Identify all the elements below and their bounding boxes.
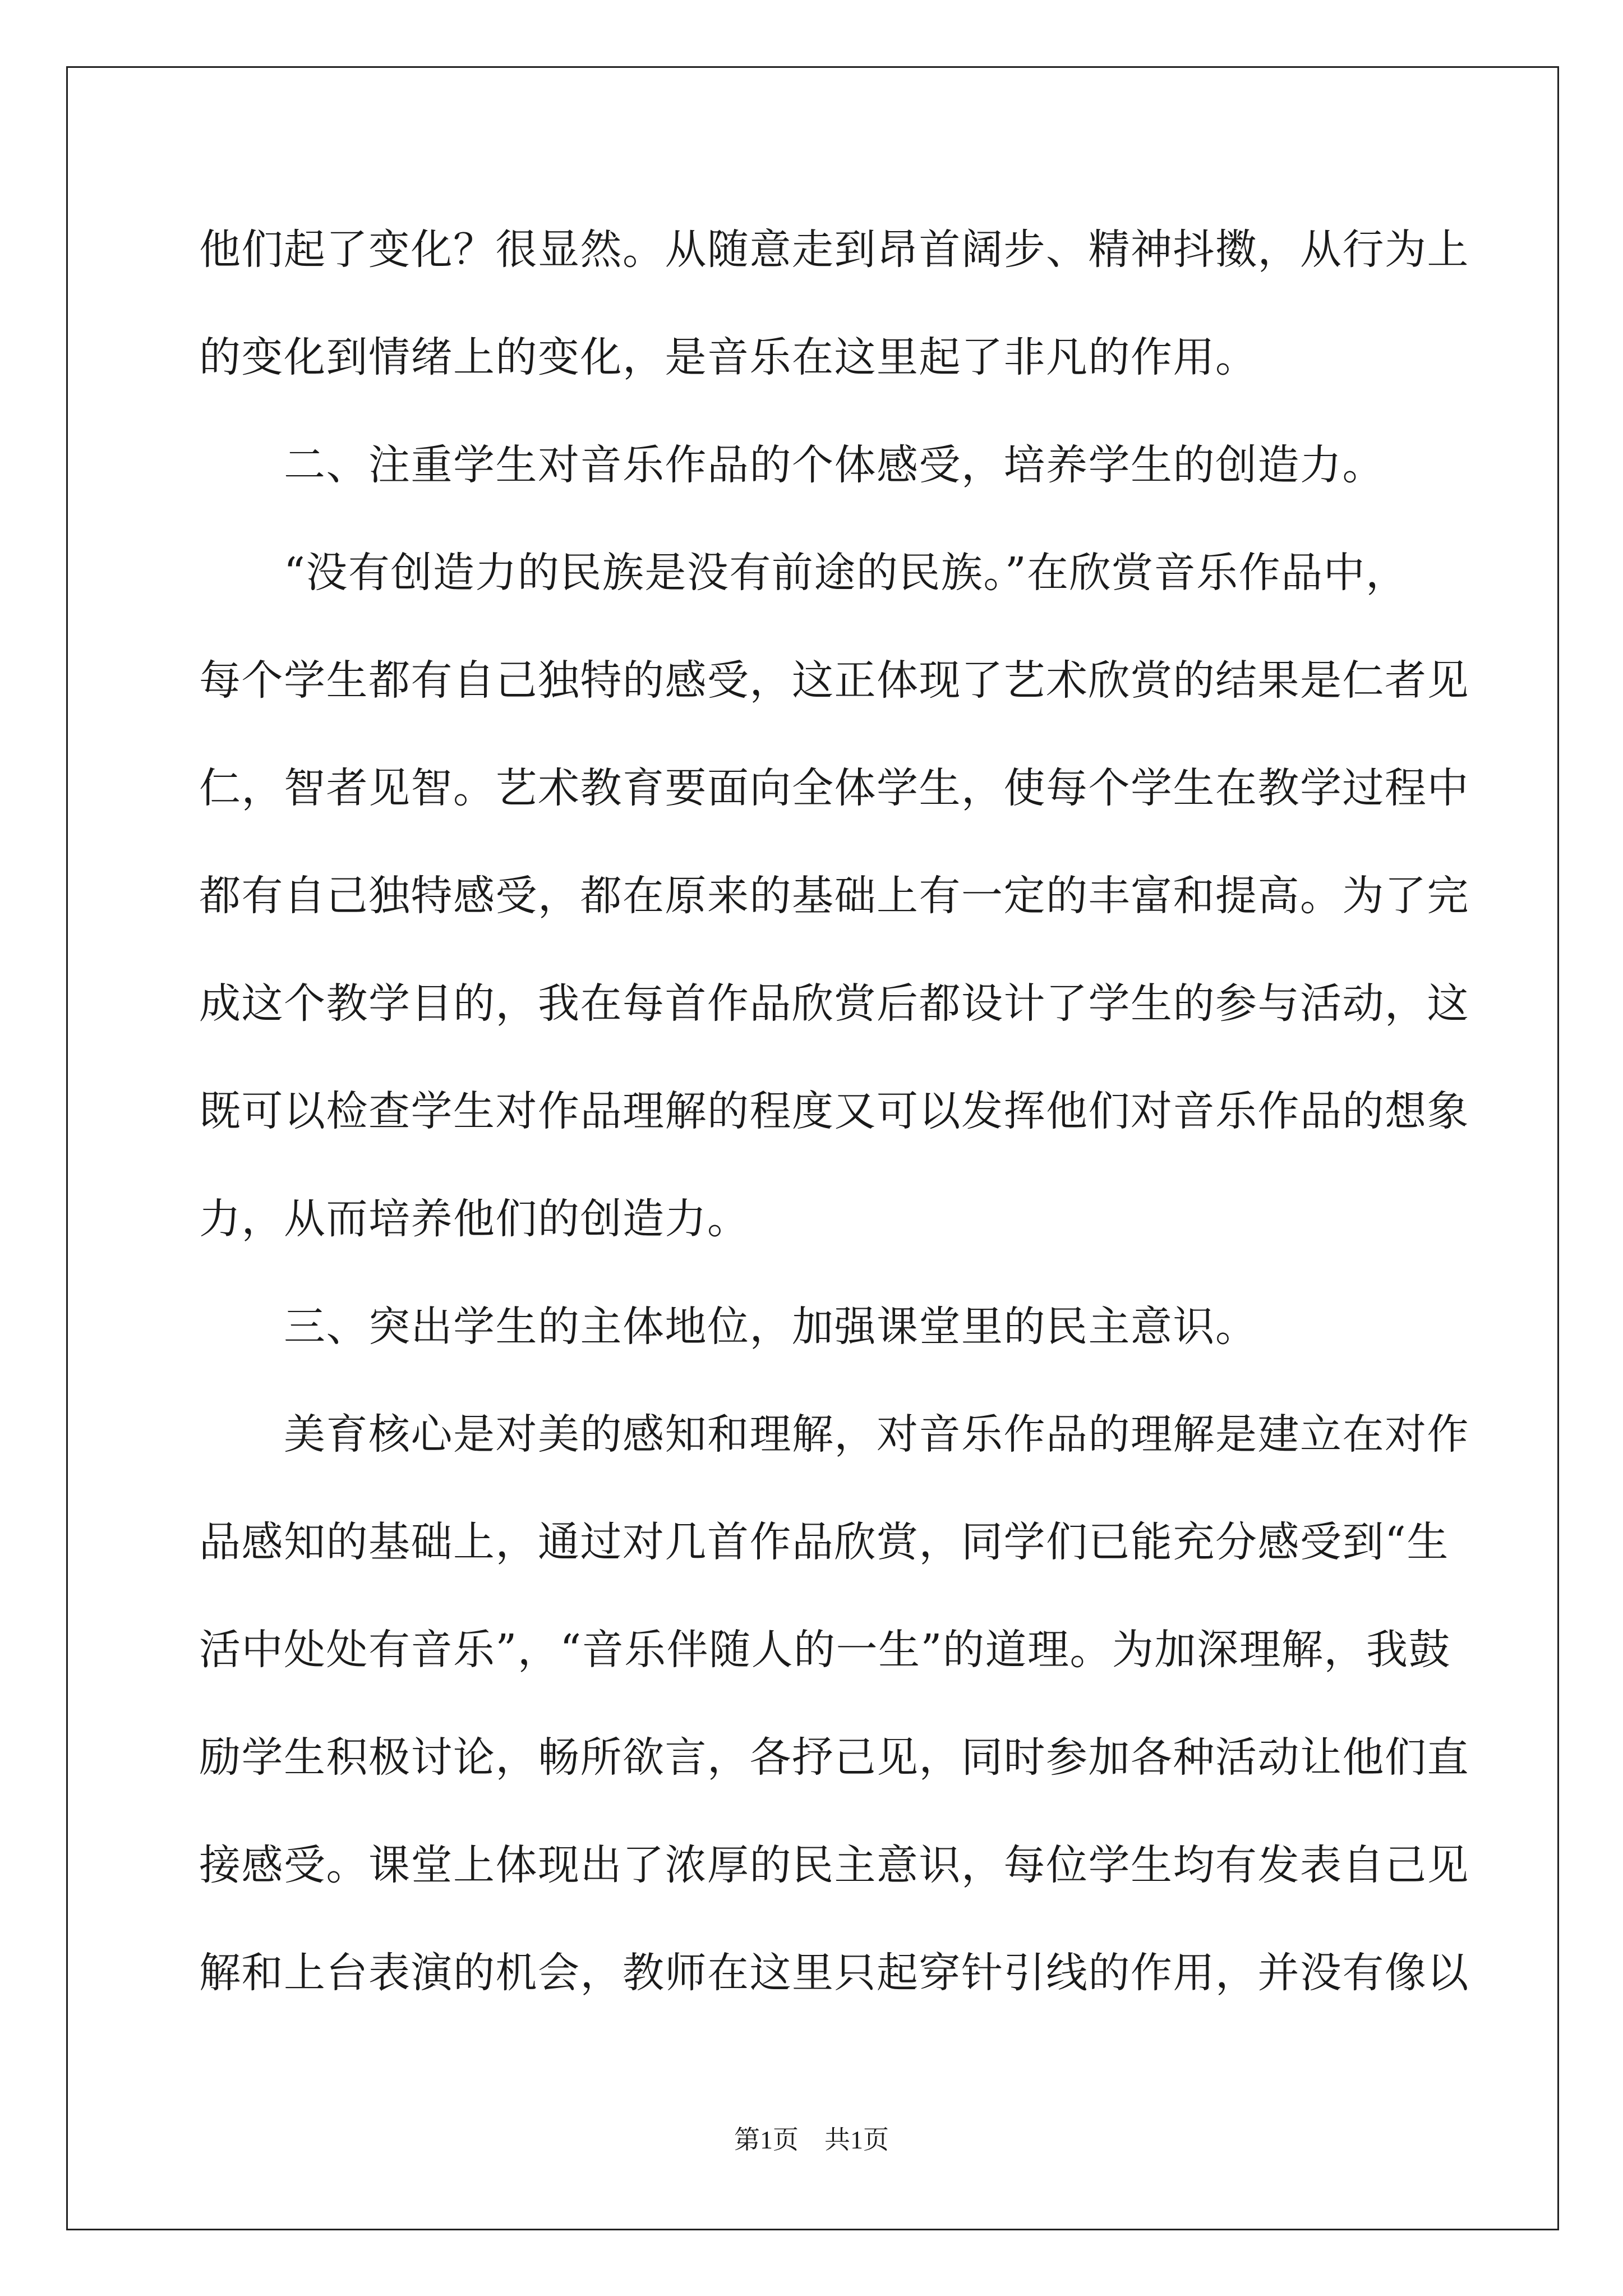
text-line: “没有创造力的民族是没有前途的民族。”在欣赏音乐作品中， [199, 549, 1408, 597]
text-line: 既可以检查学生对作品理解的程度又可以发挥他们对音乐作品的想象 [199, 1087, 1469, 1135]
text-line: 的变化到情绪上的变化，是音乐在这里起了非凡的作用。 [199, 333, 1258, 381]
text-line: 活中处处有音乐”，“音乐伴随人的一生”的道理。为加深理解，我鼓 [199, 1626, 1451, 1674]
text-line: 解和上台表演的机会，教师在这里只起穿针引线的作用，并没有像以 [199, 1949, 1469, 1997]
text-line: 都有自己独特感受，都在原来的基础上有一定的丰富和提高。为了完 [199, 872, 1469, 920]
section-heading: 三、突出学生的主体地位，加强课堂里的民主意识。 [199, 1303, 1258, 1351]
page-footer [0, 2123, 1623, 2157]
page-number: 第1页 共1页 [734, 2125, 889, 2154]
text-line: 励学生积极讨论，畅所欲言，各抒己见，同时参加各种活动让他们直 [199, 1733, 1469, 1782]
section-heading: 二、注重学生对音乐作品的个体感受，培养学生的创造力。 [199, 441, 1385, 489]
text-line: 仁，智者见智。艺术教育要面向全体学生，使每个学生在教学过程中 [199, 764, 1469, 812]
document-body [199, 222, 1469, 2053]
text-line: 每个学生都有自己独特的感受，这正体现了艺术欣赏的结果是仁者见 [199, 656, 1469, 705]
text-line: 接感受。课堂上体现出了浓厚的民主意识，每位学生均有发表自己见 [199, 1841, 1469, 1889]
text-line: 力，从而培养他们的创造力。 [199, 1195, 750, 1243]
text-line: 品感知的基础上，通过对几首作品欣赏，同学们已能充分感受到“生 [199, 1518, 1449, 1566]
text-line: 成这个教学目的，我在每首作品欣赏后都设计了学生的参与活动，这 [199, 979, 1469, 1028]
text-line: 他们起了变化？很显然。从随意走到昂首阔步、精神抖擞，从行为上 [199, 226, 1469, 274]
text-line: 美育核心是对美的感知和理解，对音乐作品的理解是建立在对作 [199, 1410, 1469, 1458]
